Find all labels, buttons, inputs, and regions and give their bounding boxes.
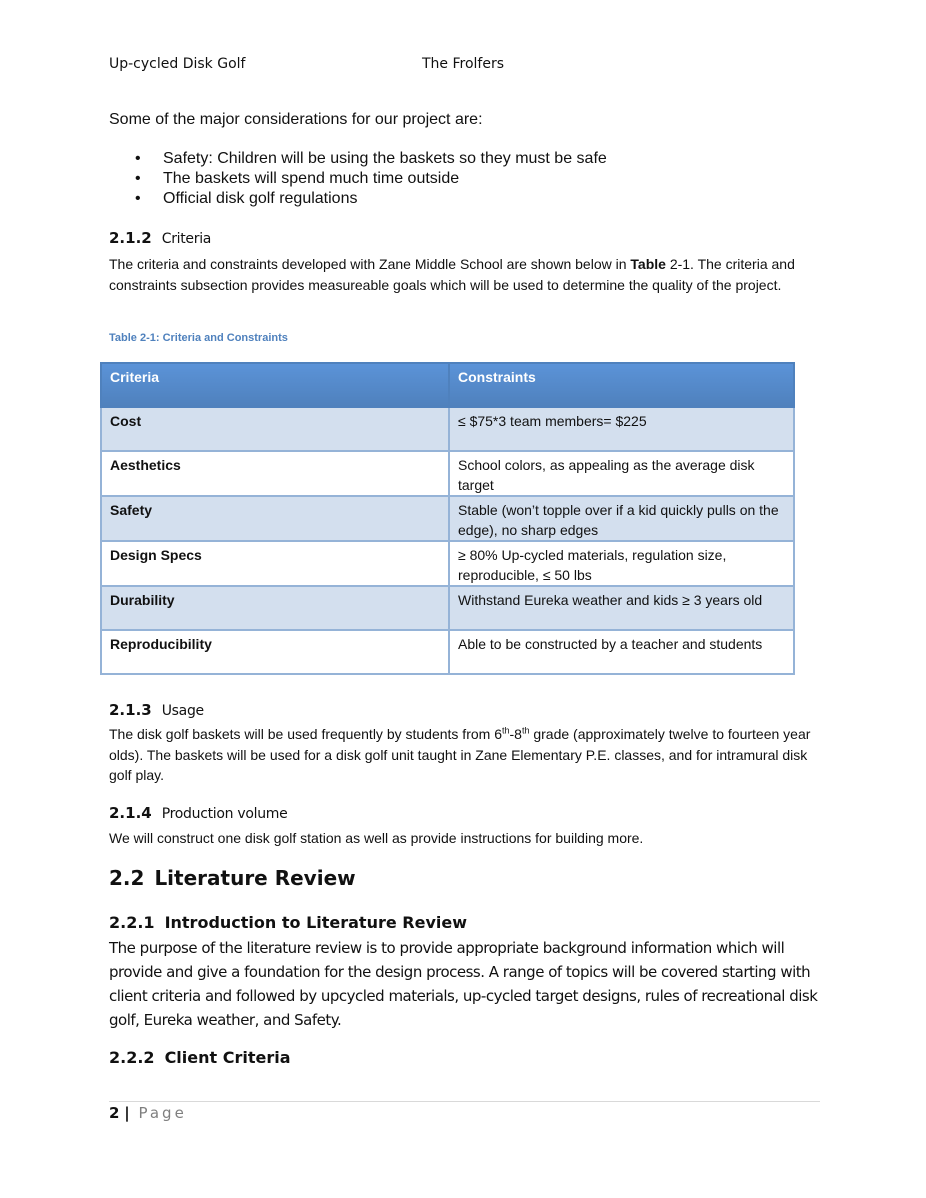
constraint-cell: ≥ 80% Up-cycled materials, regulation size, reproducible, ≤ 50 lbs (449, 541, 794, 586)
footer-divider (109, 1101, 820, 1102)
bullet-icon: • (135, 170, 141, 187)
criteria-cell: Design Specs (101, 541, 449, 586)
criteria-cell: Aesthetics (101, 451, 449, 496)
table-row (101, 451, 794, 496)
column-header-constraints: Constraints (449, 363, 794, 407)
table-row (101, 586, 794, 630)
section-title: Introduction to Literature Review (164, 913, 467, 932)
intro-sentence: Some of the major considerations for our project are: (109, 111, 483, 128)
considerations-list (135, 149, 607, 209)
criteria-cell: Cost (101, 407, 449, 451)
criteria-cell: Durability (101, 586, 449, 630)
literature-intro-paragraph: The purpose of the literature review is to provide appropriate background information which will provide and give a foundation for the design process. A range of topics will be covered starting with client criteria and followed by upcycled materials, up-cycled target designs, rules of recreational disk golf, Eureka weather, and Safety. (109, 939, 818, 1029)
section-number: 2.2.1 (109, 913, 155, 932)
heading-2-2-1 (109, 913, 467, 932)
section-number: 2.2 (109, 866, 145, 890)
table-row (101, 541, 794, 586)
constraint-cell: Able to be constructed by a teacher and students (449, 630, 794, 674)
table-row (101, 407, 794, 451)
page-number: 2 (109, 1104, 120, 1122)
list-item: • Official disk golf regulations (135, 190, 358, 207)
running-header-title: Up-cycled Disk Golf (109, 56, 246, 72)
heading-2-1-3 (109, 701, 204, 719)
criteria-table (100, 362, 795, 675)
production-paragraph: We will construct one disk golf station as well as provide instructions for building more. (109, 830, 644, 846)
table-reference: Table (630, 256, 666, 272)
bullet-icon: • (135, 190, 141, 207)
running-header-team: The Frolfers (422, 56, 505, 72)
constraint-cell: Stable (won’t topple over if a kid quickly pulls on the edge), no sharp edges (449, 496, 794, 541)
page-footer (109, 1104, 187, 1122)
bullet-icon: • (135, 150, 141, 167)
usage-paragraph: The disk golf baskets will be used frequently by students from 6th-8th grade (approximately twelve to fourteen year olds). The baskets will be used for a disk golf unit taught in Zane Elementary P.E. classes, and for intramural disk golf play. (109, 725, 811, 783)
section-number: 2.1.3 (109, 701, 152, 719)
list-item: • The baskets will spend much time outside (135, 170, 460, 187)
section-number: 2.1.4 (109, 804, 152, 822)
heading-2-1-2 (109, 229, 211, 247)
criteria-paragraph: The criteria and constraints developed with Zane Middle School are shown below in Table 2-1. The criteria and constraints subsection provides measureable goals which will be used to determine the quality of the project. (109, 256, 795, 293)
section-title: Usage (161, 703, 204, 719)
section-title: Criteria (161, 231, 212, 247)
section-title: Production volume (161, 806, 288, 822)
list-item: • Safety: Children will be using the baskets so they must be safe (135, 150, 607, 167)
constraint-cell: Withstand Eureka weather and kids ≥ 3 years old (449, 586, 794, 630)
heading-2-2 (109, 866, 356, 890)
section-title: Client Criteria (164, 1048, 291, 1067)
heading-2-1-4 (109, 804, 287, 822)
section-number: 2.2.2 (109, 1048, 155, 1067)
constraint-cell: ≤ $75*3 team members= $225 (449, 407, 794, 451)
table-row (101, 630, 794, 674)
column-header-criteria: Criteria (101, 363, 449, 407)
table-row (101, 496, 794, 541)
criteria-cell: Reproducibility (101, 630, 449, 674)
heading-2-2-2 (109, 1048, 291, 1067)
table-caption: Table 2-1: Criteria and Constraints (109, 332, 288, 344)
criteria-cell: Safety (101, 496, 449, 541)
section-number: 2.1.2 (109, 229, 152, 247)
page-word: Page (138, 1104, 187, 1122)
constraint-cell: School colors, as appealing as the average disk target (449, 451, 794, 496)
section-title: Literature Review (154, 866, 356, 890)
table-header-row (101, 363, 794, 407)
footer-separator: | (124, 1104, 130, 1122)
